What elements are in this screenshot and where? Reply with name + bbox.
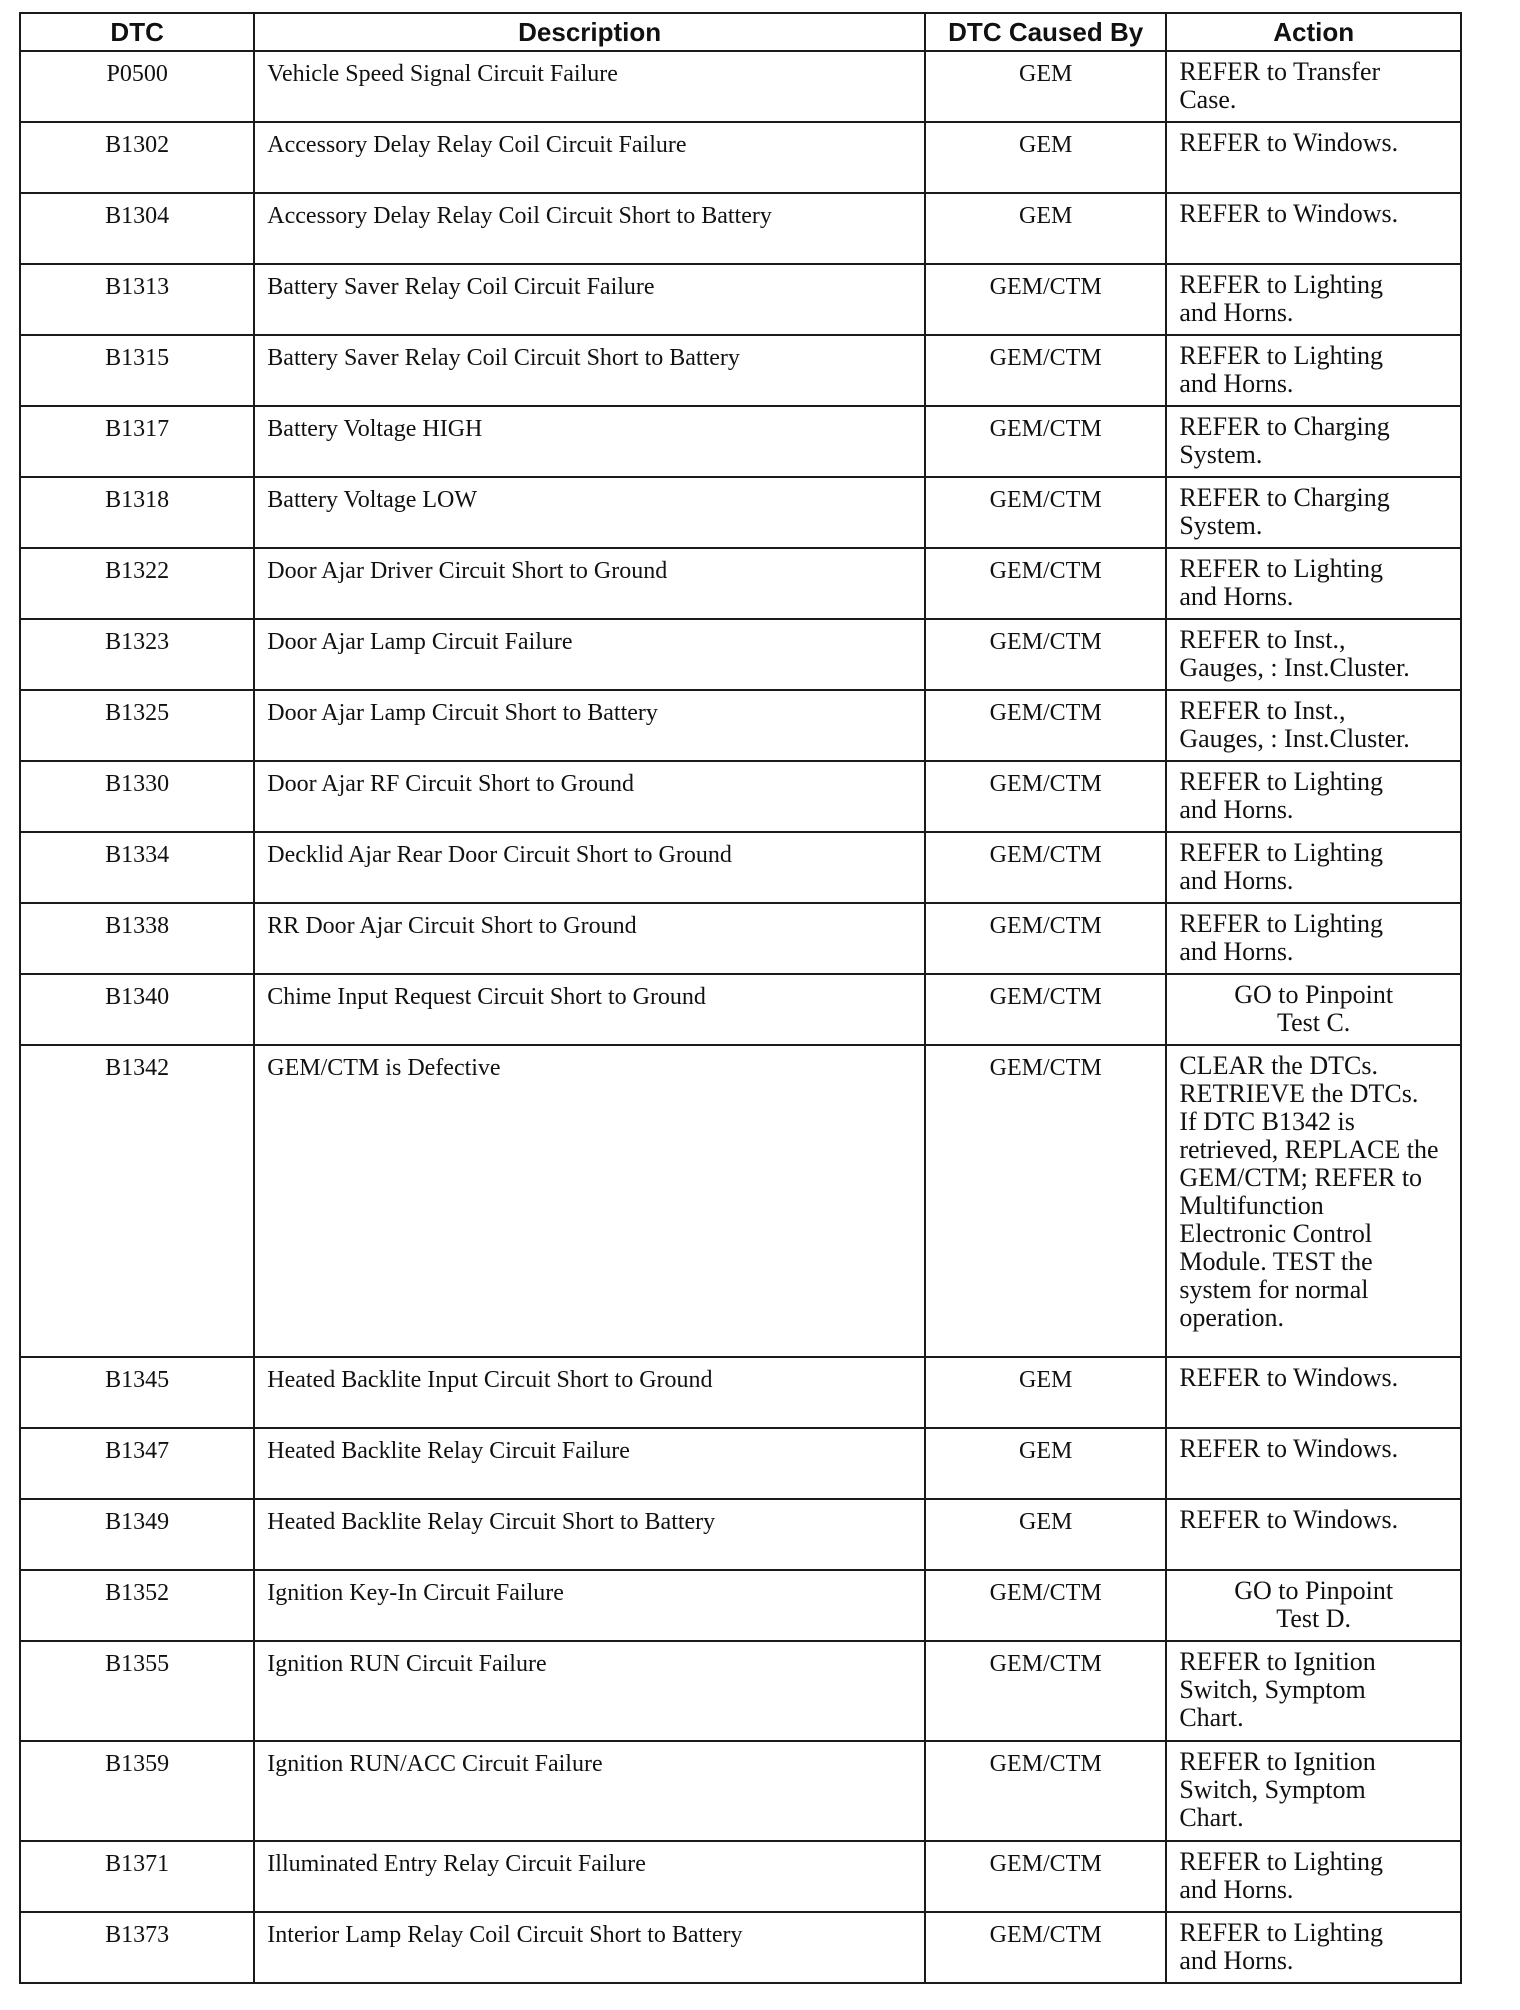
action-cell-text: REFER to Windows. — [1179, 1363, 1399, 1392]
caused-by-cell-text: GEM — [1019, 132, 1073, 158]
action-cell-text: REFER to Inst., Gauges, : Inst.Cluster. — [1179, 696, 1410, 753]
caused-by-cell-text: GEM/CTM — [989, 416, 1102, 442]
table-row — [20, 903, 1461, 974]
dtc-code-cell — [20, 1741, 254, 1841]
table-row — [20, 122, 1461, 193]
action-cell — [1166, 974, 1461, 1045]
description-cell-text: Battery Saver Relay Coil Circuit Short to Battery — [267, 345, 740, 371]
description-cell-text: Vehicle Speed Signal Circuit Failure — [267, 61, 618, 87]
table-row — [20, 1428, 1461, 1499]
description-cell — [254, 619, 925, 690]
action-cell-text: GO to Pinpoint Test C. — [1234, 980, 1394, 1037]
description-cell — [254, 51, 925, 122]
action-cell — [1166, 335, 1461, 406]
dtc-code-cell — [20, 477, 254, 548]
caused-by-cell — [925, 1570, 1166, 1641]
dtc-code-cell-text: B1349 — [105, 1509, 170, 1535]
action-cell-text: REFER to Lighting and Horns. — [1179, 767, 1384, 824]
dtc-code-cell-text: B1322 — [105, 558, 170, 584]
caused-by-cell — [925, 335, 1166, 406]
description-cell — [254, 832, 925, 903]
caused-by-cell — [925, 761, 1166, 832]
description-cell-text: Interior Lamp Relay Coil Circuit Short to Battery — [267, 1922, 743, 1948]
table-row — [20, 1912, 1461, 1983]
description-cell — [254, 974, 925, 1045]
description-cell — [254, 122, 925, 193]
caused-by-cell — [925, 193, 1166, 264]
dtc-code-cell — [20, 832, 254, 903]
table-row — [20, 1499, 1461, 1570]
dtc-code-cell-text: B1340 — [105, 984, 170, 1010]
action-cell-text: REFER to Lighting and Horns. — [1179, 1847, 1384, 1904]
caused-by-cell — [925, 690, 1166, 761]
dtc-code-cell — [20, 761, 254, 832]
dtc-table — [19, 12, 1462, 1984]
dtc-code-cell-text: B1347 — [105, 1438, 170, 1464]
description-cell-text: Ignition Key-In Circuit Failure — [267, 1580, 564, 1606]
dtc-code-cell-text: B1355 — [105, 1651, 170, 1677]
dtc-code-cell-text: B1304 — [105, 203, 170, 229]
action-cell — [1166, 903, 1461, 974]
caused-by-cell — [925, 974, 1166, 1045]
action-cell-text: REFER to Transfer Case. — [1179, 57, 1381, 114]
table-row — [20, 690, 1461, 761]
dtc-code-cell — [20, 1570, 254, 1641]
description-cell-text: Ignition RUN Circuit Failure — [267, 1651, 547, 1677]
caused-by-cell — [925, 122, 1166, 193]
action-cell — [1166, 51, 1461, 122]
action-cell-text: REFER to Lighting and Horns. — [1179, 341, 1384, 398]
description-cell-text: Illuminated Entry Relay Circuit Failure — [267, 1851, 646, 1877]
caused-by-cell-text: GEM — [1019, 61, 1073, 87]
action-cell — [1166, 406, 1461, 477]
dtc-code-cell-text: B1323 — [105, 629, 170, 655]
table-row — [20, 619, 1461, 690]
dtc-code-cell-text: B1317 — [105, 416, 170, 442]
description-cell — [254, 1428, 925, 1499]
table-row — [20, 1641, 1461, 1741]
dtc-code-cell-text: B1352 — [105, 1580, 170, 1606]
action-cell — [1166, 1428, 1461, 1499]
description-cell — [254, 1741, 925, 1841]
caused-by-cell-text: GEM/CTM — [989, 1922, 1102, 1948]
caused-by-cell-text: GEM/CTM — [989, 1651, 1102, 1677]
table-row — [20, 974, 1461, 1045]
dtc-code-cell — [20, 1912, 254, 1983]
dtc-code-cell — [20, 1428, 254, 1499]
caused-by-cell — [925, 1641, 1166, 1741]
dtc-code-cell-text: B1334 — [105, 842, 170, 868]
action-cell-text: REFER to Lighting and Horns. — [1179, 838, 1384, 895]
action-cell — [1166, 1641, 1461, 1741]
description-cell — [254, 193, 925, 264]
table-row — [20, 1357, 1461, 1428]
table-row — [20, 548, 1461, 619]
caused-by-cell-text: GEM/CTM — [989, 700, 1102, 726]
dtc-code-cell — [20, 1357, 254, 1428]
table-row — [20, 264, 1461, 335]
description-cell — [254, 903, 925, 974]
caused-by-cell — [925, 832, 1166, 903]
description-cell — [254, 335, 925, 406]
description-cell — [254, 761, 925, 832]
description-cell — [254, 1641, 925, 1741]
action-cell — [1166, 690, 1461, 761]
description-cell — [254, 477, 925, 548]
action-cell — [1166, 477, 1461, 548]
action-cell — [1166, 832, 1461, 903]
dtc-code-cell — [20, 903, 254, 974]
description-cell-text: GEM/CTM is Defective — [267, 1055, 501, 1081]
dtc-code-cell-text: B1318 — [105, 487, 170, 513]
dtc-code-cell-text: P0500 — [106, 61, 168, 87]
caused-by-cell-text: GEM/CTM — [989, 984, 1102, 1010]
caused-by-cell-text: GEM/CTM — [989, 487, 1102, 513]
dtc-code-cell-text: B1342 — [105, 1055, 170, 1081]
action-cell — [1166, 1499, 1461, 1570]
dtc-code-cell — [20, 193, 254, 264]
dtc-code-cell-text: B1330 — [105, 771, 170, 797]
description-cell — [254, 1499, 925, 1570]
dtc-code-cell — [20, 51, 254, 122]
dtc-code-cell — [20, 122, 254, 193]
action-cell — [1166, 193, 1461, 264]
caused-by-cell-text: GEM/CTM — [989, 913, 1102, 939]
table-row — [20, 1841, 1461, 1912]
action-cell — [1166, 1841, 1461, 1912]
dtc-code-cell-text: B1338 — [105, 913, 170, 939]
action-cell-text: REFER to Lighting and Horns. — [1179, 1918, 1384, 1975]
caused-by-cell-text: GEM/CTM — [989, 1851, 1102, 1877]
action-cell-text: REFER to Windows. — [1179, 199, 1399, 228]
action-cell — [1166, 264, 1461, 335]
action-cell-text: REFER to Charging System. — [1179, 483, 1390, 540]
caused-by-cell — [925, 1045, 1166, 1357]
table-row — [20, 406, 1461, 477]
caused-by-cell-text: GEM/CTM — [989, 1055, 1102, 1081]
action-cell — [1166, 1570, 1461, 1641]
caused-by-cell — [925, 1357, 1166, 1428]
table-row — [20, 1045, 1461, 1357]
action-cell-text: REFER to Lighting and Horns. — [1179, 270, 1384, 327]
dtc-code-cell-text: B1302 — [105, 132, 170, 158]
caused-by-cell-text: GEM/CTM — [989, 842, 1102, 868]
description-cell — [254, 1912, 925, 1983]
table-row — [20, 335, 1461, 406]
action-cell — [1166, 1912, 1461, 1983]
description-cell-text: RR Door Ajar Circuit Short to Ground — [267, 913, 637, 939]
description-cell-text: Heated Backlite Relay Circuit Failure — [267, 1438, 630, 1464]
description-cell-text: Heated Backlite Relay Circuit Short to Battery — [267, 1509, 716, 1535]
caused-by-cell — [925, 1428, 1166, 1499]
caused-by-cell — [925, 1741, 1166, 1841]
header-dtc: DTC — [20, 13, 254, 51]
dtc-code-cell — [20, 264, 254, 335]
action-cell-text: REFER to Lighting and Horns. — [1179, 909, 1384, 966]
table-row — [20, 477, 1461, 548]
action-cell — [1166, 761, 1461, 832]
action-cell-text: CLEAR the DTCs. RETRIEVE the DTCs. If DTC B1342 is retrieved, REPLACE the GEM/CTM; REFER to Multifunction Electronic Control Module. TEST the system for normal operation. — [1179, 1051, 1439, 1332]
caused-by-cell — [925, 1912, 1166, 1983]
dtc-code-cell — [20, 1841, 254, 1912]
caused-by-cell-text: GEM/CTM — [989, 629, 1102, 655]
description-cell-text: Door Ajar Driver Circuit Short to Ground — [267, 558, 668, 584]
description-cell-text: Accessory Delay Relay Coil Circuit Failure — [267, 132, 687, 158]
caused-by-cell — [925, 51, 1166, 122]
description-cell — [254, 406, 925, 477]
caused-by-cell-text: GEM/CTM — [989, 771, 1102, 797]
caused-by-cell — [925, 264, 1166, 335]
description-cell-text: Accessory Delay Relay Coil Circuit Short to Battery — [267, 203, 772, 229]
table-body — [20, 51, 1461, 1983]
dtc-code-cell — [20, 974, 254, 1045]
dtc-code-cell — [20, 335, 254, 406]
dtc-code-cell-text: B1373 — [105, 1922, 170, 1948]
table-row — [20, 193, 1461, 264]
caused-by-cell-text: GEM — [1019, 1367, 1073, 1393]
description-cell — [254, 690, 925, 761]
description-cell — [254, 1045, 925, 1357]
caused-by-cell — [925, 619, 1166, 690]
table-row — [20, 1570, 1461, 1641]
caused-by-cell — [925, 1841, 1166, 1912]
header-description: Description — [254, 13, 925, 51]
dtc-code-cell — [20, 1045, 254, 1357]
caused-by-cell-text: GEM/CTM — [989, 558, 1102, 584]
dtc-code-cell-text: B1345 — [105, 1367, 170, 1393]
header-caused-by: DTC Caused By — [925, 13, 1166, 51]
dtc-code-cell-text: B1359 — [105, 1751, 170, 1777]
action-cell — [1166, 548, 1461, 619]
description-cell-text: Door Ajar Lamp Circuit Failure — [267, 629, 573, 655]
description-cell-text: Chime Input Request Circuit Short to Ground — [267, 984, 706, 1010]
action-cell — [1166, 1357, 1461, 1428]
action-cell-text: REFER to Charging System. — [1179, 412, 1390, 469]
action-cell — [1166, 619, 1461, 690]
table-row — [20, 832, 1461, 903]
dtc-code-cell-text: B1315 — [105, 345, 170, 371]
description-cell-text: Decklid Ajar Rear Door Circuit Short to Ground — [267, 842, 732, 868]
description-cell-text: Heated Backlite Input Circuit Short to Ground — [267, 1367, 713, 1393]
action-cell-text: REFER to Ignition Switch, Symptom Chart. — [1179, 1647, 1376, 1732]
description-cell — [254, 1570, 925, 1641]
caused-by-cell — [925, 406, 1166, 477]
description-cell-text: Door Ajar Lamp Circuit Short to Battery — [267, 700, 658, 726]
caused-by-cell-text: GEM — [1019, 1438, 1073, 1464]
action-cell-text: REFER to Windows. — [1179, 1434, 1399, 1463]
description-cell — [254, 1357, 925, 1428]
table-row — [20, 761, 1461, 832]
action-cell-text: REFER to Windows. — [1179, 128, 1399, 157]
header-action: Action — [1166, 13, 1461, 51]
caused-by-cell-text: GEM/CTM — [989, 1580, 1102, 1606]
table-row — [20, 51, 1461, 122]
action-cell-text: REFER to Lighting and Horns. — [1179, 554, 1384, 611]
dtc-code-cell — [20, 619, 254, 690]
action-cell — [1166, 1741, 1461, 1841]
caused-by-cell — [925, 477, 1166, 548]
description-cell — [254, 548, 925, 619]
description-cell — [254, 1841, 925, 1912]
action-cell-text: GO to Pinpoint Test D. — [1234, 1576, 1394, 1633]
caused-by-cell-text: GEM/CTM — [989, 274, 1102, 300]
dtc-code-cell — [20, 548, 254, 619]
table-row — [20, 1741, 1461, 1841]
caused-by-cell — [925, 548, 1166, 619]
action-cell-text: REFER to Ignition Switch, Symptom Chart. — [1179, 1747, 1376, 1832]
caused-by-cell — [925, 1499, 1166, 1570]
description-cell-text: Ignition RUN/ACC Circuit Failure — [267, 1751, 603, 1777]
dtc-code-cell-text: B1371 — [105, 1851, 170, 1877]
caused-by-cell-text: GEM — [1019, 1509, 1073, 1535]
description-cell-text: Battery Voltage LOW — [267, 487, 478, 513]
dtc-code-cell — [20, 690, 254, 761]
action-cell — [1166, 122, 1461, 193]
table-header-row — [20, 13, 1461, 51]
description-cell-text: Battery Voltage HIGH — [267, 416, 483, 442]
action-cell — [1166, 1045, 1461, 1357]
dtc-code-cell — [20, 406, 254, 477]
caused-by-cell-text: GEM/CTM — [989, 345, 1102, 371]
description-cell-text: Battery Saver Relay Coil Circuit Failure — [267, 274, 655, 300]
dtc-code-cell — [20, 1641, 254, 1741]
description-cell — [254, 264, 925, 335]
caused-by-cell-text: GEM/CTM — [989, 1751, 1102, 1777]
dtc-code-cell-text: B1325 — [105, 700, 170, 726]
action-cell-text: REFER to Windows. — [1179, 1505, 1399, 1534]
action-cell-text: REFER to Inst., Gauges, : Inst.Cluster. — [1179, 625, 1410, 682]
caused-by-cell-text: GEM — [1019, 203, 1073, 229]
caused-by-cell — [925, 903, 1166, 974]
description-cell-text: Door Ajar RF Circuit Short to Ground — [267, 771, 634, 797]
dtc-code-cell-text: B1313 — [105, 274, 170, 300]
dtc-code-cell — [20, 1499, 254, 1570]
